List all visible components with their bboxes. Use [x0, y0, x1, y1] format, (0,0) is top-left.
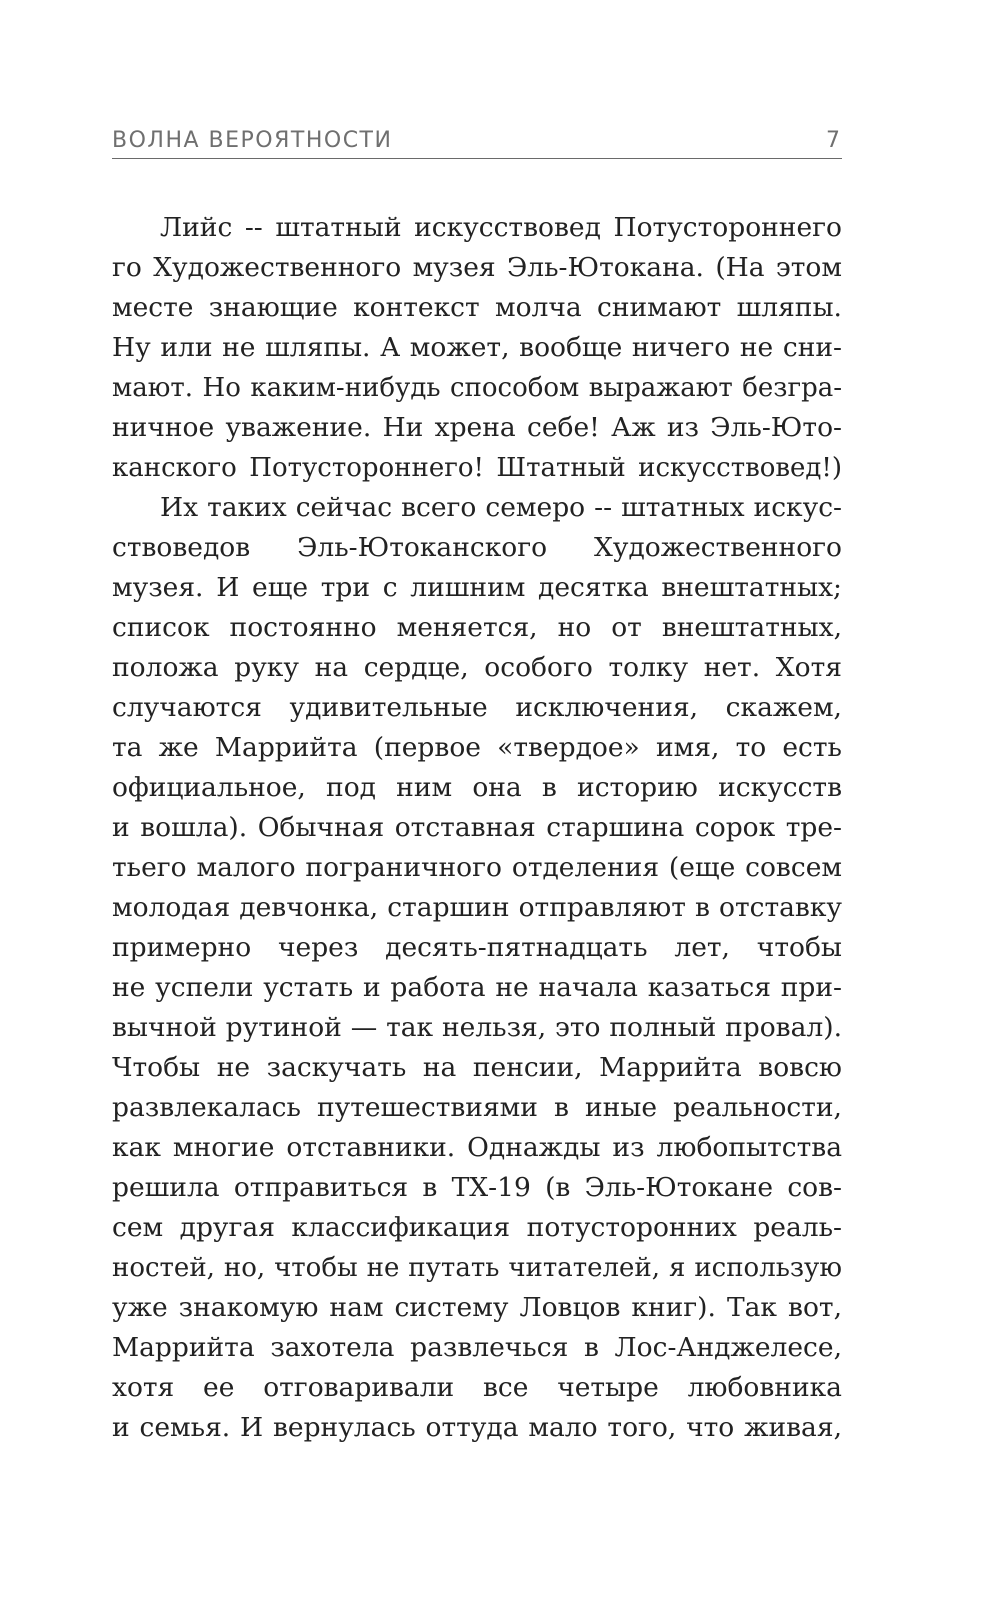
text-line: ничное уважение. Ни хрена себе! Аж из Эль-Юто- [112, 412, 842, 443]
text-line: список постоянно меняется, но от внештатных, [112, 612, 842, 643]
text-line: Чтобы не заскучать на пенсии, Маррийта вовсю [112, 1052, 842, 1083]
text-line: та же Маррийта (первое «твердое» имя, то есть [112, 732, 842, 763]
text-line: уже знакомую нам систему Ловцов книг). Так вот, [112, 1292, 842, 1323]
text-line: Ну или не шляпы. А может, вообще ничего не сни- [112, 332, 842, 363]
text-line: Их таких сейчас всего семеро -- штатных искус- [160, 492, 842, 523]
page-number: 7 [826, 128, 840, 153]
text-line: положа руку на сердце, особого толку нет. Хотя [112, 652, 842, 683]
text-line: канского Потустороннего! Штатный искусствовед!) [112, 453, 842, 483]
text-line: го Художественного музея Эль-Ютокана. (На этом [112, 252, 842, 283]
text-line: примерно через десять-пятнадцать лет, чтобы [112, 932, 842, 963]
text-line: случаются удивительные исключения, скажем, [112, 692, 842, 723]
text-line: Маррийта захотела развлечься в Лос-Анджелесе, [112, 1332, 842, 1363]
text-line: ствоведов Эль-Ютоканского Художественного [112, 532, 842, 563]
text-line: тьего малого пограничного отделения (еще совсем [112, 852, 842, 883]
text-line: сем другая классификация потусторонних реаль- [112, 1212, 842, 1243]
body-text [112, 208, 842, 1448]
running-header [112, 128, 842, 159]
text-line: мают. Но каким-нибудь способом выражают безгра- [112, 373, 842, 403]
text-line: как многие отставники. Однажды из любопытства [112, 1132, 842, 1163]
text-line: молодая девчонка, старшин отправляют в отставку [112, 892, 842, 923]
text-line: хотя ее отговаривали все четыре любовника [112, 1372, 842, 1403]
text-line: решила отправиться в ТХ-19 (в Эль-Ютокане сов- [112, 1172, 842, 1203]
text-line: месте знающие контекст молча снимают шляпы. [112, 292, 842, 323]
text-line: не успели устать и работа не начала казаться при- [112, 972, 842, 1003]
text-line: вычной рутиной — так нельзя, это полный провал). [112, 1012, 842, 1043]
text-line: и семья. И вернулась оттуда мало того, что живая, [112, 1412, 842, 1443]
text-line: ностей, но, чтобы не путать читателей, я использую [112, 1253, 842, 1283]
text-line: официальное, под ним она в историю искусств [112, 772, 842, 803]
text-line: и вошла). Обычная отставная старшина сорок тре- [112, 812, 842, 843]
running-title: ВОЛНА ВЕРОЯТНОСТИ [112, 128, 393, 153]
text-line: развлекалась путешествиями в иные реальности, [112, 1092, 842, 1123]
text-line: музея. И еще три с лишним десятка внештатных; [112, 572, 842, 603]
text-line: Лийс -- штатный искусствовед Потустороннего [160, 212, 842, 243]
